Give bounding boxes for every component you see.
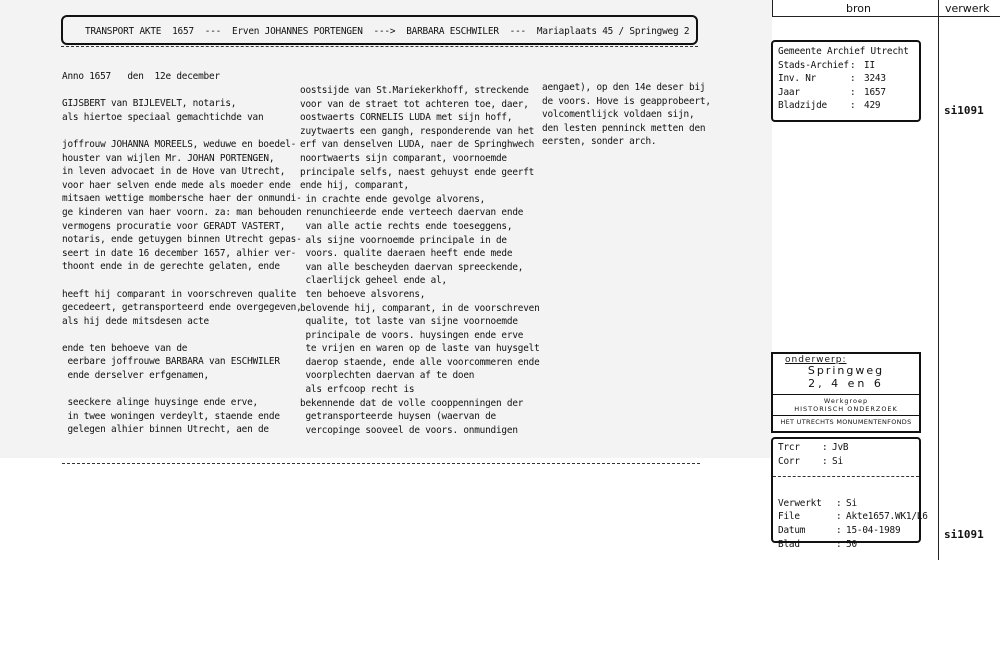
text-column-2 <box>300 84 540 437</box>
text-line: ge kinderen van haer voorn. za: man behouden <box>62 206 302 218</box>
text-line: voor van de straet tot achteren toe, daer, <box>300 98 529 110</box>
text-line: in twee woningen verdeylt, staende ende <box>62 410 280 422</box>
text-line: zuytwaerts een gangh, responderende van het <box>300 125 535 137</box>
process-value: Akte1657.WK1/L6 <box>846 511 928 523</box>
text-line: seeckere alinge huysinge ende erve, <box>62 397 258 409</box>
process-row <box>778 498 914 512</box>
text-line: oostwaerts CORNELIS LUDA met sijn hoff, <box>300 112 513 124</box>
text-line: van alle bescheyden daervan spreeckende, <box>300 261 524 273</box>
text-line: aengaet), op den 14e deser bij <box>542 82 706 93</box>
archive-label: Inv. Nr <box>778 73 817 85</box>
onderzoek-label: HISTORISCH ONDERZOEK <box>794 405 898 413</box>
si-code-top: si1091 <box>944 104 984 117</box>
archive-row <box>778 60 914 74</box>
text-line: vermogens procuratie voor GERADT VASTERT, <box>62 220 286 232</box>
text-line: qualite, tot laste van sijne voornoemde <box>300 316 518 328</box>
colon: : <box>836 524 842 536</box>
archive-label: Bladzijde <box>778 100 827 112</box>
colon: : <box>836 538 842 550</box>
text-line: principale selfs, naest gehuyst ende geerft <box>300 166 535 178</box>
text-line: thoont ende in de gerechte gelaten, ende <box>62 261 280 273</box>
archive-label: Stads-Archief <box>778 59 849 71</box>
text-line: houster van wijlen Mr. JOHAN PORTENGEN, <box>62 152 275 164</box>
header-title: TRANSPORT AKTE 1657 --- Erven JOHANNES PORTENGEN ---> BARBARA ESCHWILER --- Mariaplaats 45 / Springweg 2 <box>85 26 690 37</box>
colon: : <box>836 497 842 509</box>
text-column-3 <box>542 81 762 149</box>
colon: : <box>850 59 856 71</box>
process-label: Datum <box>778 524 806 536</box>
archive-row <box>778 87 914 101</box>
archive-row <box>778 100 914 114</box>
text-line: ende ten behoeve van de <box>62 342 188 354</box>
text-line: in crachte ende gevolge alvorens, <box>300 193 486 205</box>
fonds-label: HET UTRECHTS MONUMENTENFONDS <box>780 418 912 426</box>
text-line: als erfcoop recht is <box>300 384 415 396</box>
subject-numbers: 2, 4 en 6 <box>808 377 884 390</box>
process-label: Verwerkt <box>778 497 822 509</box>
archive-value: 1657 <box>864 86 886 98</box>
text-line <box>62 124 302 138</box>
text-line: ende hij, comparant, <box>300 180 409 192</box>
text-line: gelegen alhier binnen Utrecht, aen de <box>62 424 269 436</box>
archive-title: Gemeente Archief Utrecht <box>778 46 909 57</box>
archive-value: II <box>864 59 875 71</box>
text-line: voors. qualite daeraen heeft ende mede <box>300 248 513 260</box>
verwerk-header: verwerk <box>945 2 990 15</box>
text-line: mitsaen wettige mombersche haer der onmundi- <box>62 193 302 205</box>
text-line: Anno 1657 den 12e december <box>62 71 220 82</box>
header-box <box>61 15 698 45</box>
text-line: gecedeert, getransporteerd ende overgegeven, <box>62 302 302 314</box>
text-line: renunchieerde ende verteech daervan ende <box>300 207 524 219</box>
colon: : <box>822 442 828 453</box>
text-line: ende derselver erfgenamen, <box>62 370 209 382</box>
text-line: joffrouw JOHANNA MOREELS, weduwe en boedel- <box>62 138 297 150</box>
archive-label: Jaar <box>778 86 800 98</box>
text-line: vercopinge sooveel de voors. onmundigen <box>300 424 518 436</box>
text-line <box>62 84 302 98</box>
process-row <box>778 511 928 525</box>
subject-title: onderwerp: <box>785 355 847 365</box>
text-line: seert in date 16 december 1657, alhier ver- <box>62 247 297 259</box>
process-value: JvB <box>832 442 849 453</box>
table-divider <box>772 16 1000 17</box>
colon: : <box>850 100 856 112</box>
process-divider <box>773 476 919 491</box>
text-line: heeft hij comparant in voorschreven qualite <box>62 288 297 300</box>
process-label: Corr <box>778 455 800 467</box>
text-line <box>62 274 302 288</box>
process-label: Trcr <box>778 442 800 453</box>
table-divider <box>938 0 939 560</box>
text-column-1 <box>62 70 302 437</box>
text-line: van alle actie rechts ende toeseggens, <box>300 220 513 232</box>
process-value: Si <box>846 497 857 509</box>
text-line: bekennende dat de volle cooppenningen der <box>300 397 524 409</box>
text-line <box>62 328 302 342</box>
process-value: Si <box>832 455 843 467</box>
subject-divider <box>773 415 919 416</box>
text-line: noortwaerts sijn comparant, voornoemde <box>300 152 507 164</box>
bottom-divider <box>62 463 700 464</box>
process-row <box>778 539 914 553</box>
process-value: 15-04-1989 <box>846 524 901 536</box>
archive-row <box>778 73 914 87</box>
text-line: volcomentlijck voldaen sijn, <box>542 109 695 121</box>
si-code-bottom: si1091 <box>944 528 984 541</box>
text-line: getransporteerde huysen (waervan de <box>300 411 496 423</box>
text-line: daerop staende, ende alle voorcommeren ende <box>300 356 540 368</box>
bron-header: bron <box>846 2 871 15</box>
archive-value: 3243 <box>864 73 886 85</box>
text-line: oostsijde van St.Mariekerkhoff, streckende <box>300 85 529 96</box>
process-label: Blad <box>778 538 800 550</box>
colon: : <box>850 73 856 85</box>
process-row <box>778 525 914 539</box>
werkgroep-label: Werkgroep <box>823 397 869 405</box>
process-label: File <box>778 511 800 523</box>
processing-box <box>771 437 928 550</box>
process-value: 50 <box>846 538 857 550</box>
colon: : <box>836 511 842 523</box>
text-line: de voors. Hove is geapprobeert, <box>542 95 711 107</box>
subject-box <box>771 352 921 433</box>
process-row <box>778 456 914 470</box>
text-line: belovende hij, comparant, in de voorschreven <box>300 302 540 314</box>
werkgroep-stamp <box>773 397 919 413</box>
text-line: te vrijen en waren op de laste van huysgelt <box>300 343 540 355</box>
text-line: den lesten penninck metten den <box>542 122 706 134</box>
text-line: als hij dede mitsdesen acte <box>62 315 209 327</box>
text-line: eerbare joffrouwe BARBARA van ESCHWILER <box>62 356 280 368</box>
subject-street: Springweg <box>807 364 885 377</box>
text-line: ten behoeve alsvorens, <box>300 288 426 300</box>
text-line: voor haer selven ende mede als moeder ende <box>62 179 291 191</box>
text-line: als sijne voornoemde principale in de <box>300 234 507 246</box>
text-line: als hiertoe speciaal gemachtichde van <box>62 111 264 123</box>
text-line: principale de voors. huysingen ende erve <box>300 329 524 341</box>
header-divider <box>61 46 698 47</box>
process-row <box>778 442 914 456</box>
archive-info-box <box>771 40 921 122</box>
archive-value: 429 <box>864 100 881 112</box>
text-line: voorplechten daervan af te doen <box>300 370 475 382</box>
text-line: notaris, ende getuygen binnen Utrecht gepas- <box>62 234 302 246</box>
colon: : <box>822 455 828 467</box>
text-line: in leven advocaet in de Hove van Utrecht, <box>62 166 286 178</box>
text-line: eersten, sonder arch. <box>542 136 657 148</box>
subject-divider <box>773 394 919 395</box>
text-line: erf van denselven LUDA, naer de Springhwech <box>300 139 535 151</box>
text-line: GIJSBERT van BIJLEVELT, notaris, <box>62 98 237 110</box>
colon: : <box>850 86 856 98</box>
table-divider <box>772 0 773 17</box>
text-line <box>62 383 302 397</box>
text-line: claerlijck geheel ende al, <box>300 275 447 287</box>
